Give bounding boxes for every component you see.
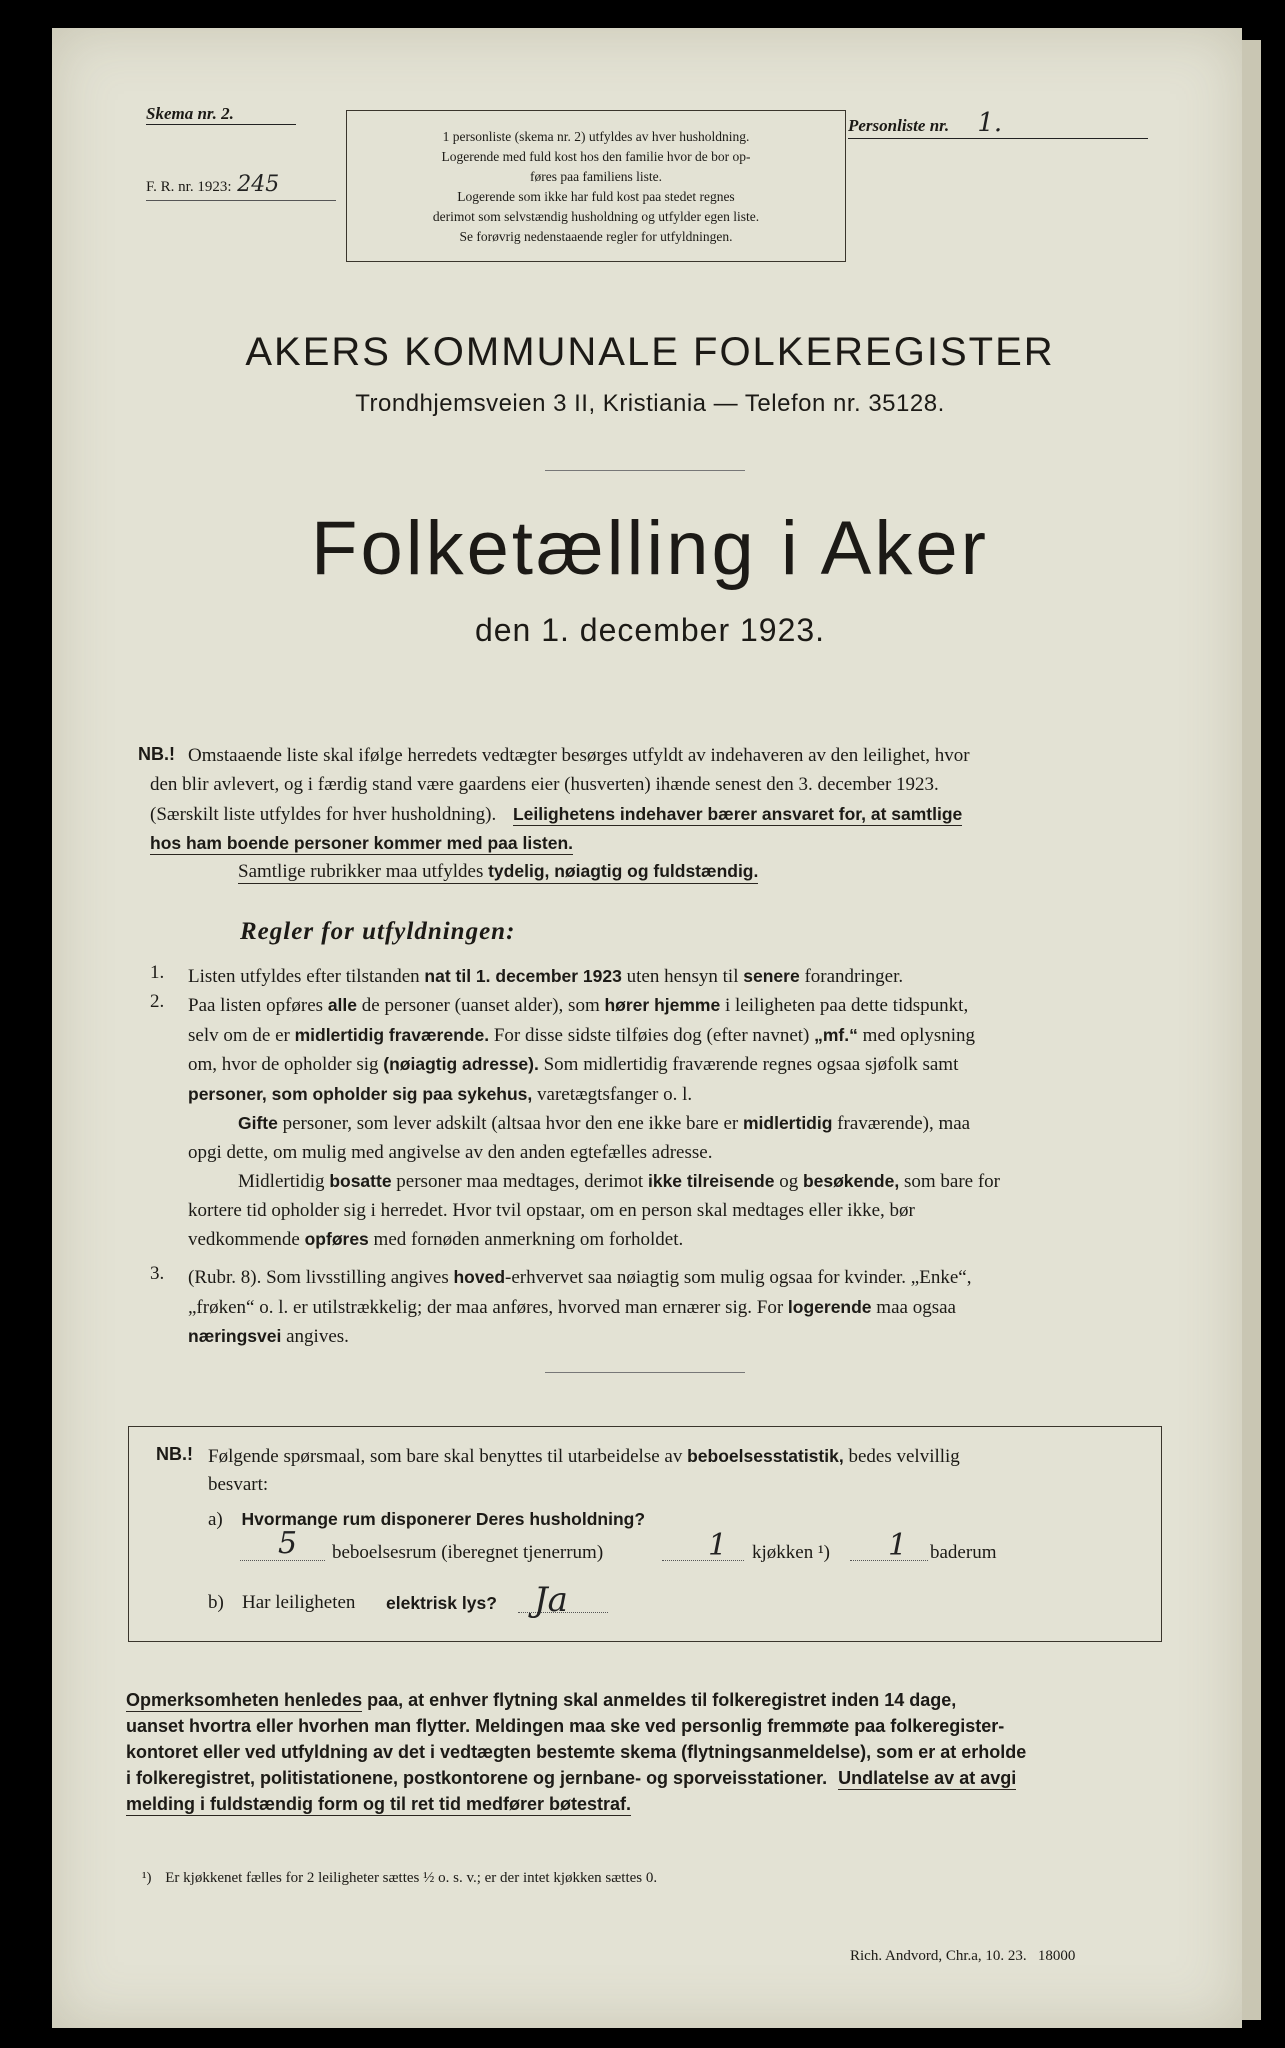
electric-answer: Ja (534, 1580, 568, 1620)
divider (545, 1372, 745, 1373)
notice-line: kontoret eller ved utfyldning av det i vedtægten bestemte skema (flytningsanmeldelse), som er at erholde (126, 1742, 1027, 1762)
rule-text: med oplysning (862, 1024, 976, 1046)
rule-number: 3. (150, 1263, 165, 1284)
notice-line: føres paa familiens liste. (530, 169, 662, 184)
rule-text: om, hvor de opholder sig (188, 1054, 379, 1075)
notice-line (126, 1765, 1162, 1791)
notice-line: uanset hvortra eller hvorhen man flytter. Meldingen maa ske ved personlig fremmøte paa folkeregister- (126, 1716, 1005, 1736)
rooms-label: beboelsesrum (iberegnet tjenerrum) (332, 1542, 604, 1563)
rule-text: „frøken“ o. l. er utilstrækkelig; der maa anføres, hvorved man ernærer sig. For (188, 1296, 784, 1318)
rule-line (188, 1322, 1158, 1352)
org-title: AKERS KOMMUNALE FOLKEREGISTER (245, 330, 1055, 374)
nb-line (150, 829, 1158, 859)
fr-value: 245 (237, 172, 280, 197)
rule-line (188, 1021, 1158, 1051)
fr-rule (146, 200, 336, 201)
rule-text: forandringer. (804, 966, 904, 987)
rule-emphasis: Gifte (238, 1113, 278, 1133)
rule-text: de personer (uanset alder), som (361, 995, 600, 1016)
divider (545, 470, 745, 471)
rule-text: fraværende), maa (837, 1113, 971, 1134)
notice-underlined: Undlatelse av at avgi (838, 1768, 1017, 1788)
footnote-mark: ¹) (142, 1870, 152, 1886)
rules-heading: Regler for utfyldningen: (240, 918, 516, 945)
nb-paragraph (188, 742, 1158, 771)
notice-underlined: Opmerksomheten henledes (126, 1690, 363, 1710)
question-text: Har leiligheten (242, 1592, 356, 1613)
nb2-text (208, 1442, 1136, 1472)
rule-emphasis: (nøiagtig adresse). (383, 1054, 539, 1074)
rule-text: maa ogsaa (876, 1296, 956, 1318)
personliste (848, 108, 1148, 139)
rule-line: opgi dette, om mulig med angivelse av den anden egtefælles adresse. (188, 1141, 713, 1163)
question-label: a) (208, 1509, 223, 1530)
rule-3 (188, 1263, 1158, 1352)
rule-text: og (779, 1171, 799, 1192)
nb-emphasis: hos ham boende personer kommer med paa listen. (150, 833, 574, 853)
footnote-text: Er kjøkkenet fælles for 2 leiligheter sættes ½ o. s. v.; er der intet kjøkken sættes 0. (165, 1870, 658, 1886)
nb-line: Omstaaende liste skal ifølge herredets vedtægter besørges utfyldt av indehaveren av den leilighet, hvor (188, 745, 970, 766)
rule-text: i leiligheten paa dette tidspunkt, (724, 995, 969, 1016)
rule-emphasis: midlertidig fraværende. (294, 1024, 490, 1045)
notice-line: Se forøvrig nedenstaaende regler for utfyldningen. (459, 229, 733, 244)
rule-text: uten hensyn til (626, 966, 739, 987)
notice-line (126, 1791, 1162, 1817)
kitchen-field[interactable] (662, 1538, 744, 1561)
rule-text: angives. (286, 1326, 349, 1347)
notice-underlined: melding i fuldstændig form og til ret tid medfører bøtestraf. (126, 1794, 632, 1814)
nb-label: NB.! (138, 744, 175, 764)
rule-emphasis: ikke tilreisende (647, 1171, 775, 1191)
main-title: Folketælling i Aker (311, 506, 989, 591)
nb-emphasis: Leilighetens indehaver bærer ansvaret for, at samtlige (512, 803, 963, 824)
printer-imprint: Rich. Andvord, Chr.a, 10. 23. 18000 (850, 1948, 1076, 1964)
nb2-plain: Følgende spørsmaal, som bare skal benyttes til utarbeidelse av (208, 1446, 683, 1467)
nb-underlined (238, 861, 758, 884)
personliste-value: 1. (977, 108, 1003, 138)
rule-emphasis: personer, som opholder sig paa sykehus, (188, 1083, 533, 1104)
skema-text: Skema nr. 2. (146, 104, 234, 123)
rule-text: (Rubr. 8). Som livsstilling angives (188, 1267, 449, 1288)
rule-line (188, 1263, 1158, 1293)
question-b (208, 1580, 808, 1626)
rule-emphasis: alle (327, 995, 358, 1015)
kitchen-value: 1 (708, 1528, 728, 1563)
rule-line (188, 1225, 1158, 1255)
footnote (142, 1870, 657, 1887)
rule-line (188, 1080, 1158, 1110)
rule-emphasis: bosatte (329, 1171, 392, 1191)
nb2-emphasis: beboelsesstatistik, (687, 1446, 844, 1466)
rule-line (188, 1167, 1158, 1197)
nb-line: den blir avlevert, og i færdig stand være gaardens eier (husverten) ihænde senest den 3. december 1923. (150, 774, 939, 795)
rule-line (188, 1293, 1158, 1323)
notice-line: Logerende som ikke har fuld kost paa stedet regnes (457, 189, 735, 204)
kitchen-label: kjøkken ¹) (752, 1542, 830, 1563)
nb2-text: besvart: (208, 1474, 269, 1495)
rule-text: personer, som lever adskilt (altsaa hvor den ene ikke bare er (282, 1113, 739, 1134)
fr-label: F. R. nr. 1923: (146, 179, 232, 195)
rule-emphasis: hoved (453, 1267, 506, 1287)
rule-line (188, 991, 1158, 1021)
rule-emphasis: opføres (304, 1229, 369, 1249)
rule-text: Som midlertidig fraværende regnes ogsaa sjøfolk samt (543, 1054, 959, 1075)
nb2-label: NB.! (156, 1444, 193, 1464)
rule-number: 1. (150, 962, 165, 983)
bath-value: 1 (888, 1528, 908, 1563)
rule-text: Paa listen opføres (188, 995, 324, 1016)
personliste-label: Personliste nr. (848, 116, 950, 135)
rule-text: Listen utfyldes efter tilstanden (188, 966, 420, 987)
org-address: Trondhjemsveien 3 II, Kristiania — Telefon nr. 35128. (355, 390, 945, 417)
rule-line (188, 1109, 1158, 1139)
rule-text: For disse sidste tilføies dog (efter navnet) (493, 1024, 810, 1046)
rule-text: personer maa medtages, derimot (396, 1171, 644, 1192)
question-text: Hvormange rum disponerer Deres husholdning? (241, 1509, 646, 1529)
answer-row-a (240, 1526, 1040, 1570)
rule-text: varetægtsfanger o. l. (537, 1083, 693, 1105)
census-date: den 1. december 1923. (474, 612, 826, 648)
rule-emphasis: senere (743, 966, 800, 986)
rule-emphasis: nat til 1. december 1923 (424, 966, 622, 986)
rule-text: -erhvervet saa nøiagtig som mulig ogsaa for kvinder. „Enke“, (505, 1267, 972, 1288)
rule-number: 2. (150, 991, 165, 1012)
nb-last-line (238, 857, 1158, 887)
notice-line: Logerende med fuld kost hos den familie hvor de bor op- (441, 149, 751, 164)
moving-notice (126, 1687, 1162, 1817)
rule-emphasis: besøkende, (802, 1171, 900, 1191)
nb-paragraph-cont (150, 771, 1158, 859)
notice-line: derimot som selvstændig husholdning og utfylder egen liste. (432, 209, 760, 224)
rule-emphasis: hører hjemme (604, 995, 721, 1015)
question-label: b) (208, 1592, 224, 1613)
notice-text: i folkeregistret, politistationene, postkontorene og jernbane- og sporveisstationer. (126, 1768, 828, 1788)
notice-line: 1 personliste (skema nr. 2) utfyldes av hver husholdning. (442, 129, 750, 144)
rule-text: vedkommende (188, 1229, 300, 1250)
fr-number (146, 172, 279, 197)
rule-text: med fornøden anmerkning om forholdet. (373, 1229, 684, 1250)
rule-1 (188, 962, 1158, 992)
rule-text: Midlertidig (238, 1171, 325, 1192)
bath-label: baderum (930, 1542, 997, 1563)
notice-text: paa, at enhver flytning skal anmeldes til folkeregistret inden 14 dage, (367, 1690, 957, 1710)
rule-line (188, 1050, 1158, 1080)
notice-box (346, 110, 846, 262)
question-emphasis: elektrisk lys? (386, 1593, 497, 1613)
rule-line: kortere tid opholder sig i herredet. Hvor tvil opstaar, om en person skal medtages eller ikke, bør (188, 1199, 915, 1221)
notice-line (126, 1687, 1162, 1713)
skema-label (146, 104, 296, 125)
rule-emphasis: midlertidig (742, 1113, 833, 1133)
nb-emphasis: tydelig, nøiagtig og fuldstændig. (488, 861, 759, 881)
rule-2 (188, 991, 1158, 1255)
nb-line (150, 800, 1158, 830)
rule-emphasis: „mf.“ (814, 1024, 858, 1045)
rule-text: selv om de er (188, 1024, 290, 1046)
nb2-plain: bedes velvillig (848, 1446, 960, 1467)
nb-text: (Særskilt liste utfyldes for hver husholdning). (150, 803, 497, 825)
rooms-value: 5 (278, 1526, 298, 1561)
nb-text: Samtlige rubrikker maa utfyldes (238, 861, 484, 882)
rule-text: som bare for (903, 1171, 1001, 1192)
rule-emphasis: logerende (787, 1296, 872, 1317)
rule-emphasis: næringsvei (188, 1326, 282, 1346)
